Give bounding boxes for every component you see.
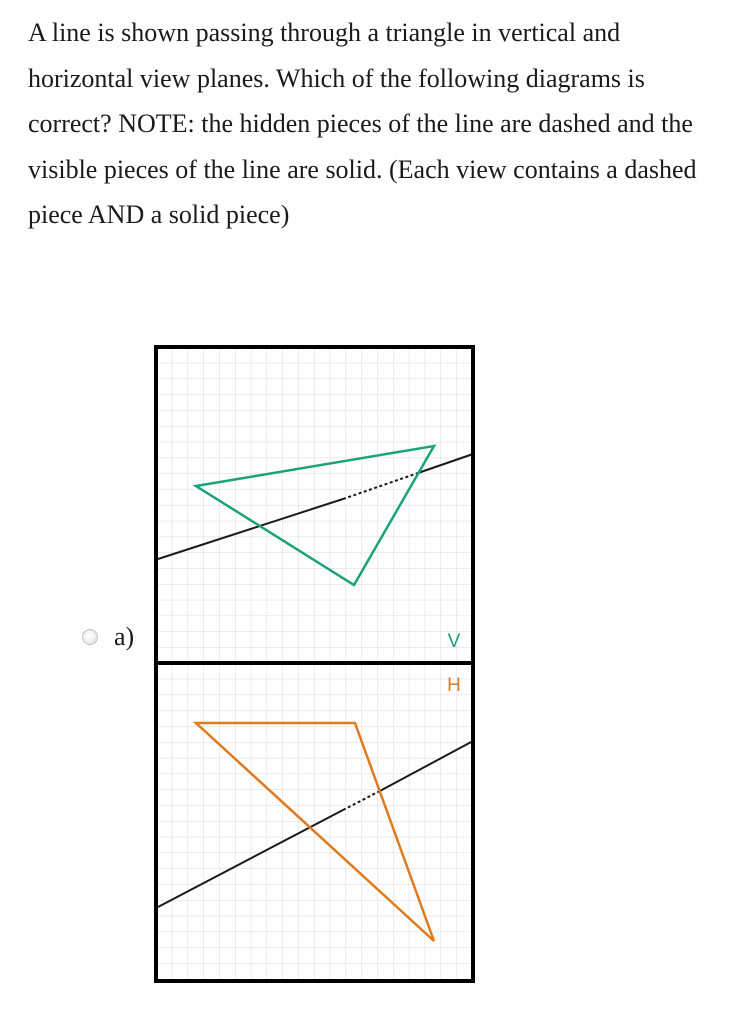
answer-option-label: a) [114,622,135,651]
horizontal-plane-label: H [447,675,461,696]
vertical-plane-label: V [447,631,461,652]
question-text: A line is shown passing through a triangle in vertical and horizontal view planes. Which of the following diagrams is correct? NOTE: the hidden pieces of the line are dashed and the visible pieces of the line are solid. (Each view contains a dashed piece AND a solid piece) [28,18,697,229]
